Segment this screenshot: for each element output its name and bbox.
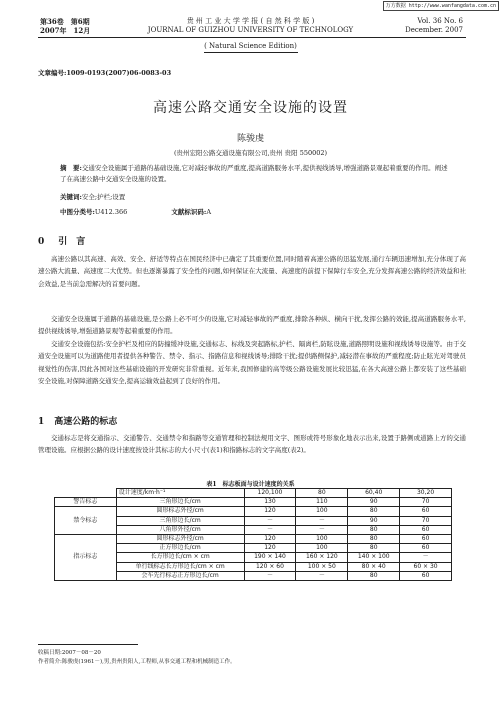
clc-label: 中图分类号:	[60, 208, 95, 216]
doc-code-value: A	[206, 208, 212, 216]
section-heading-intro	[38, 234, 85, 247]
table-cell: 100	[296, 507, 348, 516]
table-cell: －	[296, 525, 348, 534]
paragraph-1: 高速公路以其高速、高效、安全、舒适等特点在国民经济中已确定了其重要位置,同时随着高速公路的迅猛发展,通行车辆迅速增加,充分体现了高速公路大流量、高速度二大优势。但也逐渐暴露了安全性的问题,如何保证在大流量、高速度的前提下保障行车安全,充分发挥高速公路的经济效益和社会效益,是当前急需解决的首要问题。	[38, 255, 466, 288]
table-cell: 120	[244, 534, 296, 543]
paper-title: 高速公路交通安全设施的设置	[153, 100, 348, 116]
header-right	[405, 17, 463, 35]
table-row	[55, 507, 452, 516]
section-title: 引 言	[58, 237, 86, 247]
journal-name-cn: 贵 州 工 业 大 学 学 报 ( 自 然 科 学 版 )	[186, 17, 315, 25]
author-bio: 作者简介:陈骏虔(1961－),男,贵州贵阳人,工程师,从事交通工程和机械制造工作。	[38, 659, 236, 665]
table-cell: 160 × 120	[296, 553, 348, 562]
table-caption: 表1 标志板面与设计速度的关系	[206, 481, 295, 488]
header-rule	[38, 37, 466, 38]
table-row	[55, 498, 452, 507]
sign-size-table	[54, 488, 452, 581]
table-row-label: 三角形边长/cm	[116, 498, 244, 507]
table-cell: －	[400, 553, 452, 562]
table-cell: 70	[400, 516, 452, 525]
table-cell: 120	[244, 544, 296, 553]
table-cell: 80	[348, 544, 400, 553]
table-cell: 60	[400, 571, 452, 580]
abstract-text: 交通安全设施属于道路的基础设施,它对减轻事故的严重度,提高道路服务水平,提供视线诱导,增强道路景观起着重要的作用。阐述了在高速公路中交通安全设施的设置。	[60, 164, 448, 183]
keywords-label: 关键词:	[60, 193, 82, 201]
issue-date: 2007年 12月	[40, 26, 91, 35]
table-cell: －	[296, 571, 348, 580]
table-row-label: 正方形边长/cm	[116, 544, 244, 553]
table-cell: 80	[348, 507, 400, 516]
clc-value: U412.366	[94, 208, 128, 216]
table-cell: －	[244, 525, 296, 534]
table-cell: －	[244, 571, 296, 580]
table-cell: 100	[296, 544, 348, 553]
section-number: 1	[38, 417, 45, 427]
table-cell: 90	[348, 498, 400, 507]
table-cell: 60	[400, 507, 452, 516]
paragraph-3: 交通安全设施包括:安全护栏及相应的防撞缓冲设施,交通标志、标线及突起路标,护栏、隔离栏,防眩设施,道路照明设施和视线诱导设施等。由于交通安全设施可以为道路使用者提供各种警告、禁令、指示、指路信息和视线诱导;排除干扰;提供路侧保护,减轻潜在事故的严重程度;防止眩光对驾驶员视觉性的伤害,因此各国对这些基础设施的开发研究非常重视。近年来,我国修建的高等级公路设施发展比较迅猛,在各大高速公路上都安装了这些基础安全设施,对保障道路交通安全,提高运输效益起到了良好的作用。	[38, 340, 466, 385]
table-cell: 130	[244, 498, 296, 507]
table-cell: 110	[296, 498, 348, 507]
affiliation: (贵州宏阳公路交通设施有限公司,贵州 贵阳 550002)	[173, 149, 328, 157]
table-cell: 190 × 140	[244, 553, 296, 562]
table-header-row	[55, 489, 452, 498]
keywords	[60, 192, 452, 203]
footnote-rule	[38, 644, 138, 645]
abstract-label: 摘 要:	[60, 164, 82, 172]
table-cell: －	[244, 516, 296, 525]
table-speed-header: 80	[296, 489, 348, 498]
table-cell: 80 × 40	[348, 562, 400, 571]
table-cell: 80	[348, 534, 400, 543]
table-cell: 100 × 50	[296, 562, 348, 571]
table-cell: －	[296, 516, 348, 525]
date-en: December. 2007	[405, 26, 463, 34]
author: 陈骏虔	[236, 134, 264, 144]
table-row	[55, 534, 452, 543]
section-title: 高速公路的标志	[54, 417, 118, 427]
table-cell: 60	[400, 544, 452, 553]
classification	[60, 207, 452, 218]
abstract	[60, 163, 452, 185]
table-speed-header: 60,40	[348, 489, 400, 498]
table-header-label: 设计速度/km·h⁻¹	[116, 489, 244, 498]
watermark: 万方数据 http://www.wanfangdata.com.cn	[383, 1, 499, 11]
table-speed-header: 30,20	[400, 489, 452, 498]
table-cell: 80	[348, 571, 400, 580]
section-heading-signs	[38, 414, 117, 427]
edition-rule	[204, 52, 298, 53]
table-cell: 90	[348, 516, 400, 525]
table-row-label: 八角形外径/cm	[116, 525, 244, 534]
table-cell: 60 × 30	[400, 562, 452, 571]
keywords-text: 安全;护栏;设置	[81, 193, 126, 201]
table-row-label: 圆形标志外径/cm	[116, 534, 244, 543]
table-cell: 140 × 100	[348, 553, 400, 562]
edition-box	[0, 42, 501, 51]
table-group-name: 警告标志	[55, 498, 117, 507]
table-cell: 100	[296, 534, 348, 543]
table-cell: 120	[244, 507, 296, 516]
table-corner-cell	[55, 489, 117, 498]
table-row-label: 圆形标志外径/cm	[116, 507, 244, 516]
table-group-name: 禁令标志	[55, 507, 117, 535]
doc-code-label: 文献标识码:	[171, 208, 207, 216]
table-group-name: 指示标志	[55, 534, 117, 580]
table-speed-header: 120,100	[244, 489, 296, 498]
volume-en: Vol. 36 No. 6	[417, 17, 463, 25]
table-cell: 60	[400, 525, 452, 534]
table-row-label: 长方形边长/cm × cm	[116, 553, 244, 562]
article-number: 文章编号:1009-0193(2007)06-0083-03	[38, 69, 172, 77]
paragraph-2: 交通安全设施属于道路的基础设施,是公路上必不可少的设施,它对减轻事故的严重度,排除各种纵、横向干扰,发挥公路的效能,提高道路服务水平,提供视线诱导,增强道路景观等起着重要的作用。	[38, 315, 466, 336]
table-cell: 70	[400, 498, 452, 507]
received-date: 收稿日期:2007－08－20	[38, 650, 101, 656]
journal-name-en: JOURNAL OF GUIZHOU UNIVERSITY OF TECHNOLOGY	[147, 26, 354, 34]
table-row-label: 三角形边长/cm	[116, 516, 244, 525]
paragraph-4: 交通标志是将交通指示、交通警告、交通禁令和指路等交通管理和控制法规用文字、图形或符号形象化地表示出来,设置于路侧或道路上方的交通管理设施。应根据公路的设计速度按设计其标志的大小尺寸(表1)和指路标志的文字高度(表2)。	[38, 434, 466, 455]
journal-edition: ( Natural Science Edition)	[204, 42, 297, 50]
table-row-label: 单行线标志长方形边长/cm × cm	[116, 562, 244, 571]
section-number: 0	[38, 237, 45, 247]
volume-issue: 第36卷 第6期	[40, 17, 90, 26]
table-cell: 80	[348, 525, 400, 534]
table-row-label: 会车先行标志正方形边长/cm	[116, 571, 244, 580]
table-cell: 120 × 60	[244, 562, 296, 571]
table-cell: 60	[400, 534, 452, 543]
